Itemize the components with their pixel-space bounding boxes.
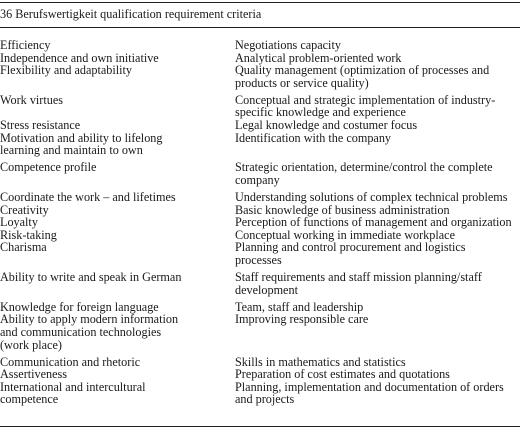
right-criteria-text: Planning, implementation and documentation of orders <box>235 379 504 394</box>
left-criteria-text: competence <box>0 392 59 407</box>
right-criteria-cell <box>235 94 520 119</box>
table-row <box>0 191 520 204</box>
right-criteria-text: Legal knowledge and costumer focus <box>235 118 418 133</box>
right-criteria-cell <box>235 216 520 229</box>
table-row <box>0 271 520 296</box>
right-criteria-text: Preparation of cost estimates and quotations <box>235 367 450 382</box>
left-criteria-text: Creativity <box>0 202 49 217</box>
right-criteria-text: Planning and control procurement and logistics <box>235 240 466 255</box>
table-header-rule <box>0 27 520 28</box>
right-criteria-text: Perception of functions of management and organization <box>235 215 512 230</box>
left-criteria-text: Independence and own initiative <box>0 50 159 65</box>
left-criteria-cell <box>0 119 235 132</box>
left-criteria-cell <box>0 216 235 229</box>
right-criteria-text: Understanding solutions of complex technical problems <box>235 190 508 205</box>
table-row <box>0 161 520 186</box>
table-caption: 36 Berufswertigkeit qualification requirement criteria <box>0 7 262 21</box>
right-criteria-text: Conceptual and strategic implementation of industry- <box>235 92 496 107</box>
left-criteria-text: Flexibility and adaptability <box>0 63 133 78</box>
right-criteria-cell <box>235 313 520 326</box>
right-criteria-cell <box>235 241 520 266</box>
right-criteria-text: Improving responsible care <box>235 312 369 327</box>
table-body <box>0 39 520 406</box>
left-criteria-text: learning and maintain to own <box>0 143 143 158</box>
left-criteria-cell <box>0 313 235 351</box>
right-criteria-cell <box>235 271 520 296</box>
right-criteria-text: processes <box>235 253 282 267</box>
table-row <box>0 64 520 89</box>
right-criteria-cell <box>235 161 520 186</box>
right-criteria-cell <box>235 191 520 204</box>
left-criteria-text: (work place) <box>0 337 62 352</box>
left-criteria-cell <box>0 271 235 284</box>
right-criteria-text: company <box>235 172 280 187</box>
left-criteria-text: Knowledge for foreign language <box>0 299 159 314</box>
table-row <box>0 216 520 229</box>
right-criteria-cell <box>235 119 520 132</box>
left-criteria-text: Risk-taking <box>0 227 57 242</box>
right-criteria-text: Conceptual working in immediate workplace <box>235 227 455 242</box>
right-criteria-text: specific knowledge and experience <box>235 105 406 120</box>
table-row <box>0 39 520 52</box>
right-criteria-cell <box>235 368 520 381</box>
left-criteria-cell <box>0 381 235 406</box>
left-criteria-text: Stress resistance <box>0 118 81 133</box>
left-criteria-text: Communication and rhetoric <box>0 354 141 369</box>
left-criteria-text: International and intercultural <box>0 379 146 394</box>
right-criteria-cell <box>235 39 520 52</box>
left-criteria-cell <box>0 241 235 254</box>
left-criteria-cell <box>0 39 235 52</box>
left-criteria-text: Charisma <box>0 240 47 255</box>
right-criteria-text: products or service quality) <box>235 75 369 90</box>
right-criteria-text: Team, staff and leadership <box>235 299 364 314</box>
right-criteria-cell <box>235 381 520 406</box>
table-bottom-rule <box>0 426 520 427</box>
right-criteria-text: development <box>235 282 298 297</box>
right-criteria-text: Identification with the company <box>235 130 392 145</box>
table-row <box>0 368 520 381</box>
right-criteria-text: and projects <box>235 392 295 407</box>
left-criteria-text: Competence profile <box>0 160 97 175</box>
right-criteria-text: Quality management (optimization of processes and <box>235 63 490 78</box>
right-criteria-cell <box>235 132 520 145</box>
right-criteria-text: Basic knowledge of business administration <box>235 202 450 217</box>
left-criteria-text: Coordinate the work – and lifetimes <box>0 190 176 205</box>
left-criteria-cell <box>0 64 235 77</box>
right-criteria-text: Strategic orientation, determine/control the complete <box>235 160 493 175</box>
right-criteria-text: Negotiations capacity <box>235 38 341 52</box>
left-criteria-text: Motivation and ability to lifelong <box>0 130 163 145</box>
left-criteria-cell <box>0 161 235 174</box>
table-row <box>0 94 520 119</box>
left-criteria-text: Loyalty <box>0 215 38 230</box>
table-row <box>0 381 520 406</box>
left-criteria-text: Ability to apply modern information <box>0 312 179 327</box>
table-row <box>0 119 520 132</box>
right-criteria-cell <box>235 64 520 89</box>
left-criteria-text: Assertiveness <box>0 367 68 382</box>
right-criteria-text: Analytical problem-oriented work <box>235 50 402 65</box>
table-row <box>0 313 520 351</box>
left-criteria-text: Work virtues <box>0 92 63 107</box>
left-criteria-cell <box>0 368 235 381</box>
left-criteria-cell <box>0 191 235 204</box>
left-criteria-text: and communication technologies <box>0 324 162 339</box>
table-row <box>0 241 520 266</box>
table-row <box>0 132 520 157</box>
right-criteria-text: Skills in mathematics and statistics <box>235 354 406 369</box>
left-criteria-cell <box>0 94 235 107</box>
left-criteria-text: Efficiency <box>0 38 51 52</box>
left-criteria-text: Ability to write and speak in German <box>0 270 182 285</box>
table-top-rule <box>0 2 520 3</box>
left-criteria-cell <box>0 132 235 157</box>
right-criteria-text: Staff requirements and staff mission planning/staff <box>235 270 482 285</box>
